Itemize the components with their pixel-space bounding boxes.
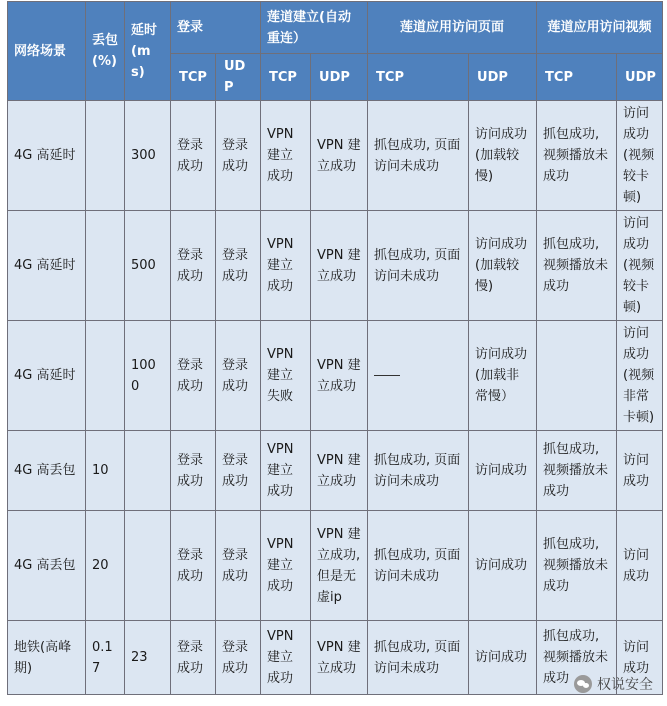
cell-latency: 500 bbox=[125, 211, 171, 321]
cell-login-tcp: 登录成功 bbox=[171, 621, 216, 695]
cell-loss: 0.17 bbox=[86, 621, 125, 695]
header-login: 登录 bbox=[171, 2, 261, 54]
cell-video-tcp: 抓包成功, 视频播放未成功 bbox=[537, 211, 617, 321]
header-login-tcp: TCP bbox=[171, 54, 216, 101]
header-video: 莲道应用访问视频 bbox=[537, 2, 663, 54]
cell-login-tcp: 登录成功 bbox=[171, 101, 216, 211]
cell-scenario: 4G 高丢包 bbox=[8, 511, 86, 621]
header-login-udp: UDP bbox=[216, 54, 261, 101]
cell-tunnel-udp: VPN 建立成功 bbox=[311, 621, 368, 695]
wechat-icon bbox=[574, 675, 592, 693]
table-row bbox=[8, 511, 663, 621]
results-table bbox=[7, 1, 663, 695]
cell-video-udp: 访问成功(视频较卡顿) bbox=[617, 101, 663, 211]
cell-tunnel-udp: VPN 建立成功 bbox=[311, 101, 368, 211]
cell-latency: 300 bbox=[125, 101, 171, 211]
cell-loss bbox=[86, 101, 125, 211]
header-latency: 延时(ms) bbox=[125, 2, 171, 101]
header-tunnel-tcp: TCP bbox=[261, 54, 311, 101]
header-web: 莲道应用访问页面 bbox=[368, 2, 537, 54]
cell-login-tcp: 登录成功 bbox=[171, 511, 216, 621]
cell-tunnel-udp: VPN 建立成功 bbox=[311, 321, 368, 431]
cell-video-udp: 访问成功(视频较卡顿) bbox=[617, 211, 663, 321]
cell-loss: 10 bbox=[86, 431, 125, 511]
cell-video-tcp: 抓包成功, 视频播放未成功 bbox=[537, 101, 617, 211]
header-tunnel-udp: UDP bbox=[311, 54, 368, 101]
table-row bbox=[8, 431, 663, 511]
cell-video-udp: 访问成功 bbox=[617, 431, 663, 511]
cell-loss: 20 bbox=[86, 511, 125, 621]
cell-scenario: 地铁(高峰期) bbox=[8, 621, 86, 695]
header-web-udp: UDP bbox=[469, 54, 537, 101]
cell-login-udp: 登录成功 bbox=[216, 511, 261, 621]
cell-video-tcp bbox=[537, 321, 617, 431]
cell-tunnel-udp: VPN 建立成功 bbox=[311, 211, 368, 321]
cell-web-udp: 访问成功 bbox=[469, 511, 537, 621]
cell-tunnel-tcp: VPN建立成功 bbox=[261, 511, 311, 621]
cell-login-udp: 登录成功 bbox=[216, 621, 261, 695]
cell-scenario: 4G 高延时 bbox=[8, 321, 86, 431]
cell-web-udp: 访问成功 bbox=[469, 431, 537, 511]
cell-web-udp: 访问成功(加载较慢) bbox=[469, 211, 537, 321]
cell-web-tcp bbox=[368, 321, 469, 431]
cell-web-udp: 访问成功 bbox=[469, 621, 537, 695]
cell-web-udp: 访问成功(加载较慢) bbox=[469, 101, 537, 211]
cell-login-udp: 登录成功 bbox=[216, 101, 261, 211]
cell-latency bbox=[125, 431, 171, 511]
cell-login-tcp: 登录成功 bbox=[171, 431, 216, 511]
cell-scenario: 4G 高延时 bbox=[8, 101, 86, 211]
table-row bbox=[8, 621, 663, 695]
cell-web-tcp: 抓包成功, 页面访问未成功 bbox=[368, 101, 469, 211]
header-video-udp: UDP bbox=[617, 54, 663, 101]
table-row bbox=[8, 321, 663, 431]
table-row bbox=[8, 211, 663, 321]
header-scenario: 网络场景 bbox=[8, 2, 86, 101]
cell-latency: 1000 bbox=[125, 321, 171, 431]
dash-mark bbox=[374, 375, 400, 376]
cell-login-tcp: 登录成功 bbox=[171, 321, 216, 431]
cell-latency: 23 bbox=[125, 621, 171, 695]
header-tunnel: 莲道建立(自动重连） bbox=[261, 2, 368, 54]
watermark-text: 权说安全 bbox=[597, 677, 653, 693]
cell-scenario: 4G 高丢包 bbox=[8, 431, 86, 511]
cell-web-tcp: 抓包成功, 页面访问未成功 bbox=[368, 211, 469, 321]
cell-tunnel-tcp: VPN建立成功 bbox=[261, 211, 311, 321]
cell-latency bbox=[125, 511, 171, 621]
cell-loss bbox=[86, 211, 125, 321]
header-loss: 丢包(%) bbox=[86, 2, 125, 101]
cell-tunnel-tcp: VPN建立成功 bbox=[261, 101, 311, 211]
cell-video-udp: 访问成功(视频非常卡顿) bbox=[617, 321, 663, 431]
cell-tunnel-udp: VPN 建立成功, 但是无虚ip bbox=[311, 511, 368, 621]
cell-video-tcp: 抓包成功, 视频播放未成功 bbox=[537, 431, 617, 511]
header-row-main bbox=[8, 2, 663, 54]
cell-web-udp: 访问成功(加载非常慢） bbox=[469, 321, 537, 431]
cell-web-tcp: 抓包成功, 页面访问未成功 bbox=[368, 511, 469, 621]
cell-login-udp: 登录成功 bbox=[216, 321, 261, 431]
cell-web-tcp: 抓包成功, 页面访问未成功 bbox=[368, 431, 469, 511]
header-video-tcp: TCP bbox=[537, 54, 617, 101]
cell-login-udp: 登录成功 bbox=[216, 211, 261, 321]
cell-video-tcp: 抓包成功, 视频播放未成功 bbox=[537, 511, 617, 621]
cell-tunnel-tcp: VPN建立失败 bbox=[261, 321, 311, 431]
cell-video-udp: 访问成功 bbox=[617, 511, 663, 621]
cell-login-udp: 登录成功 bbox=[216, 431, 261, 511]
header-web-tcp: TCP bbox=[368, 54, 469, 101]
cell-web-tcp: 抓包成功, 页面访问未成功 bbox=[368, 621, 469, 695]
cell-login-tcp: 登录成功 bbox=[171, 211, 216, 321]
table-row bbox=[8, 101, 663, 211]
cell-loss bbox=[86, 321, 125, 431]
cell-tunnel-udp: VPN 建立成功 bbox=[311, 431, 368, 511]
cell-scenario: 4G 高延时 bbox=[8, 211, 86, 321]
cell-video-udp: 访问成功 bbox=[617, 621, 663, 695]
cell-video-tcp: 抓包成功, 视频播放未成功 bbox=[537, 621, 617, 695]
cell-tunnel-tcp: VPN建立成功 bbox=[261, 621, 311, 695]
cell-tunnel-tcp: VPN建立成功 bbox=[261, 431, 311, 511]
watermark bbox=[574, 674, 653, 694]
